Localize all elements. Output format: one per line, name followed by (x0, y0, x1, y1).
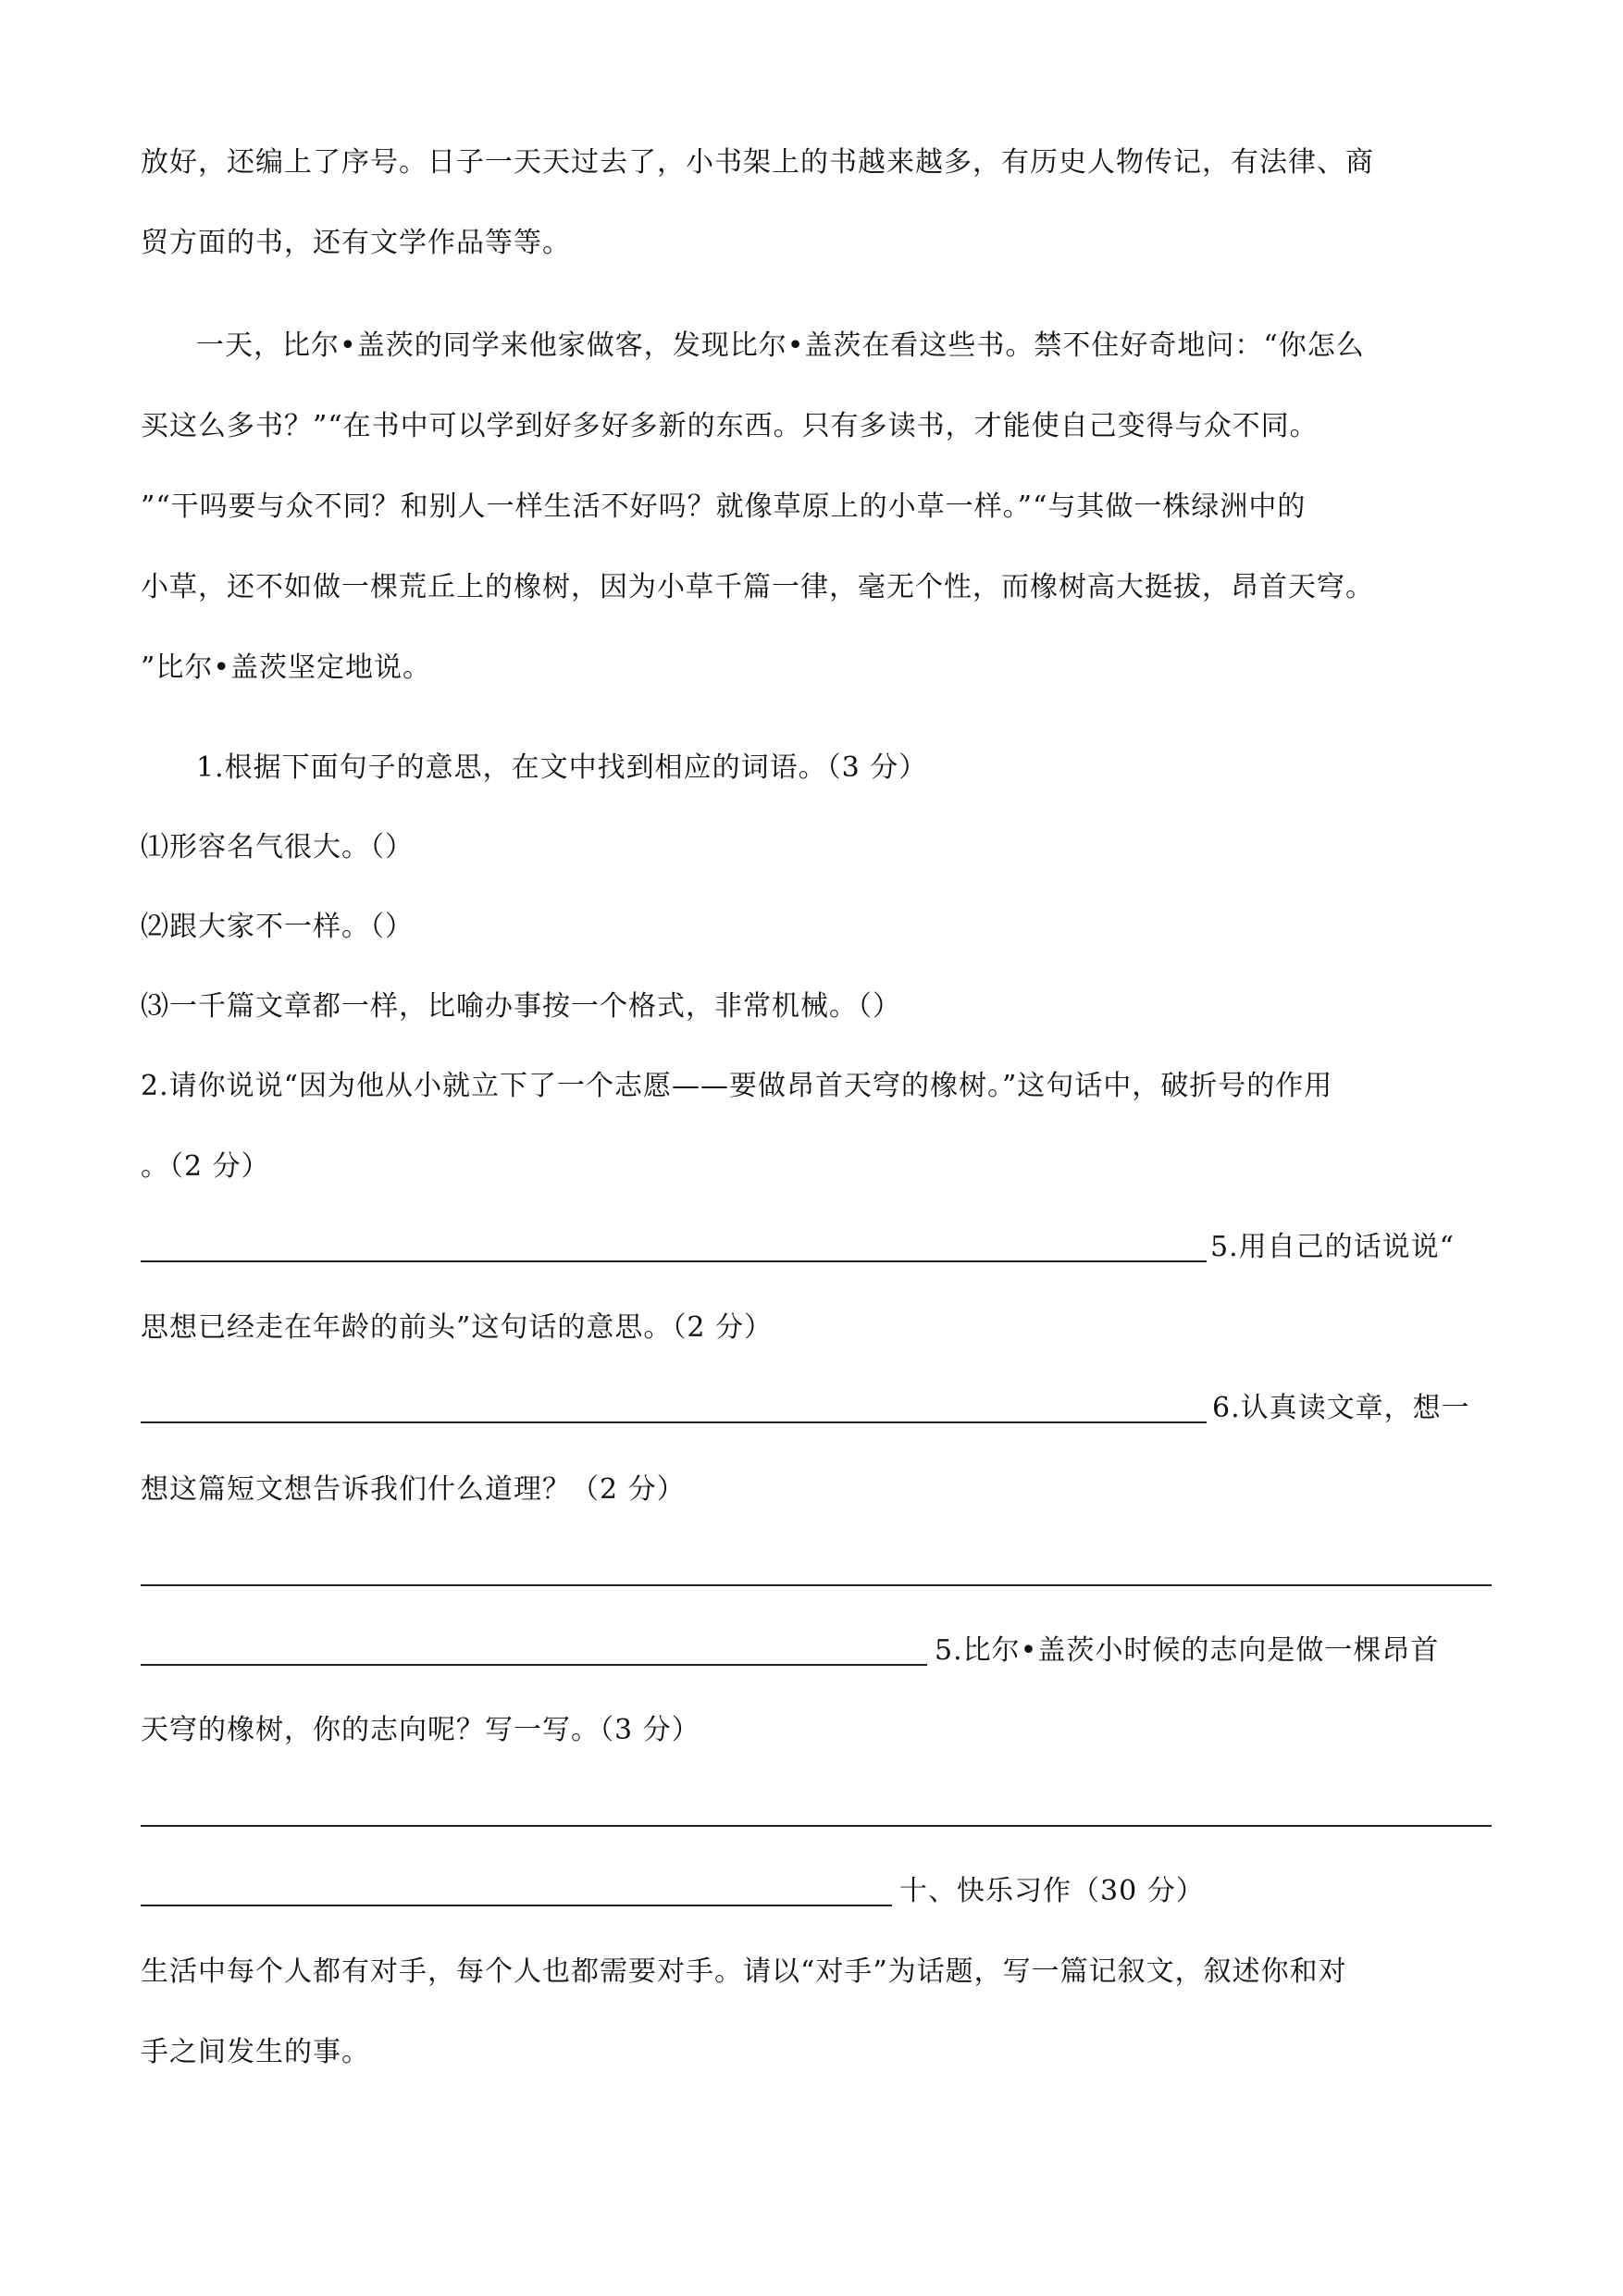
question-1-3: ⑶一千篇文章都一样，比喻办事按一个格式，非常机械。（） (141, 990, 901, 1023)
question-4-line2: 想这篇短文想告诉我们什么道理？（2 分） (141, 1473, 686, 1506)
question-3-head: 5.用自己的话说说“ (1210, 1231, 1455, 1263)
passage-p2-line5: ”比尔•盖茨坚定地说。 (141, 652, 432, 684)
passage-p2-line1: 一天，比尔•盖茨的同学来他家做客，发现比尔•盖茨在看这些书。禁不住好奇地问：“你怎么 (196, 329, 1365, 362)
answer-blank[interactable] (141, 1584, 1492, 1586)
composition-prompt-line2: 手之间发生的事。 (141, 2036, 370, 2068)
question-3-line2: 思想已经走在年龄的前头”这句话的意思。（2 分） (141, 1311, 773, 1344)
composition-prompt-line1: 生活中每个人都有对手，每个人也都需要对手。请以“对手”为话题，写一篇记叙文，叙述你和对 (141, 1955, 1347, 1988)
passage-p2-line2: 买这么多书？”“在书中可以学到好多好多新的东西。只有多读书，才能使自己变得与众不同。 (141, 410, 1319, 442)
passage-p2-line4: 小草，还不如做一棵荒丘上的橡树，因为小草千篇一律，毫无个性，而橡树高大挺拔，昂首天穹。 (141, 571, 1374, 603)
composition-heading: 十、快乐习作（30 分） (899, 1875, 1205, 1907)
passage-p1-line1: 放好，还编上了序号。日子一天天过去了，小书架上的书越来越多，有历史人物传记，有法律、商 (141, 146, 1374, 179)
question-2-line1: 2.请你说说“因为他从小就立下了一个志愿——要做昂首天穹的橡树。”这句话中，破折号的作用 (141, 1070, 1333, 1102)
question-1-2: ⑵跟大家不一样。（） (141, 911, 414, 943)
question-2-line2: 。（2 分） (141, 1150, 270, 1183)
answer-blank[interactable] (141, 1260, 1207, 1262)
question-1: 1.根据下面句子的意思，在文中找到相应的词语。（3 分） (196, 751, 928, 784)
question-4-head: 6.认真读文章，想一 (1212, 1392, 1470, 1424)
question-5-line2: 天穹的橡树，你的志向呢？写一写。（3 分） (141, 1714, 700, 1746)
question-1-1: ⑴形容名气很大。（） (141, 831, 414, 863)
passage-p1-line2: 贸方面的书，还有文学作品等等。 (141, 227, 571, 259)
passage-p2-line3: ”“干吗要与众不同？和别人一样生活不好吗？就像草原上的小草一样。”“与其做一株绿洲中的 (141, 490, 1307, 523)
question-5-head: 5.比尔•盖茨小时候的志向是做一棵昂首 (935, 1634, 1440, 1667)
answer-blank[interactable] (141, 1421, 1207, 1423)
answer-blank[interactable] (141, 1825, 1492, 1827)
answer-blank[interactable] (141, 1664, 927, 1666)
answer-blank[interactable] (141, 1905, 892, 1906)
